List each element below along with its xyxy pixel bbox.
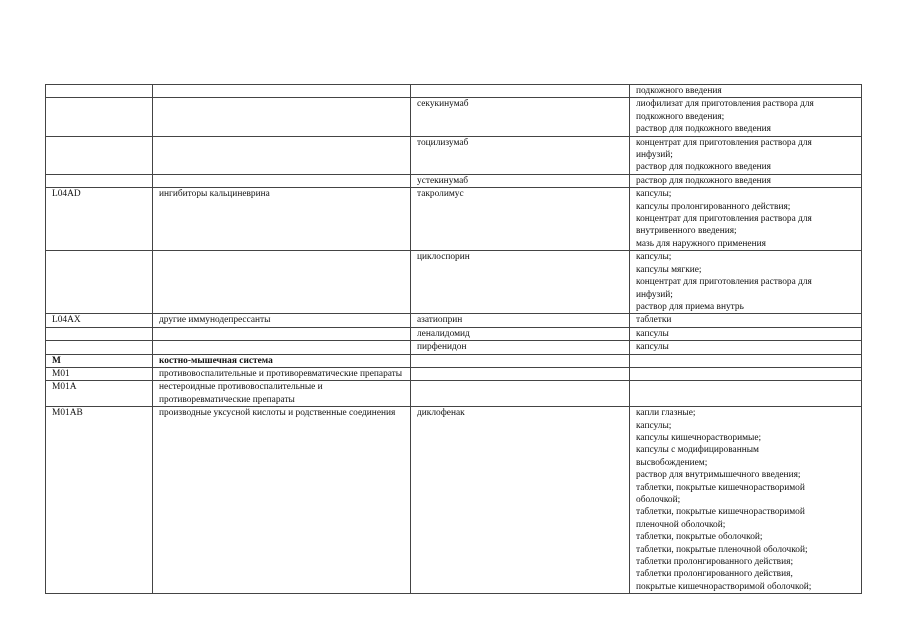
dosage-forms-cell: [630, 174, 862, 187]
dosage-form-line: таблетки: [636, 315, 672, 326]
atc-group-cell: производные уксусной кислоты и родственные соединения: [153, 407, 411, 594]
drug-name-cell: секукинумаб: [411, 98, 630, 136]
dosage-forms-cell: [630, 136, 862, 174]
drug-name-cell: устекинумаб: [411, 174, 630, 187]
drug-name-cell: азатиоприн: [411, 314, 630, 327]
dosage-form-line: таблетки, покрытые кишечнорастворимой: [636, 507, 805, 518]
drug-name-cell: циклоспорин: [411, 251, 630, 314]
table-row: [46, 327, 862, 340]
dosage-form-line: таблетки пролонгированного действия,: [636, 569, 793, 580]
dosage-form-line: капсулы;: [636, 420, 672, 431]
atc-group-cell: костно-мышечная система: [153, 354, 411, 367]
atc-code-cell: [46, 327, 153, 340]
dosage-forms-cell: [630, 354, 862, 367]
atc-group-cell: другие иммунодепрессанты: [153, 314, 411, 327]
dosage-form-line: раствор для подкожного введения: [636, 162, 771, 173]
atc-code-cell: L04AD: [46, 188, 153, 251]
atc-code-cell: M01AB: [46, 407, 153, 594]
table-row: [46, 367, 862, 380]
atc-code-cell: M: [46, 354, 153, 367]
atc-code-cell: M01: [46, 367, 153, 380]
table-row: [46, 341, 862, 354]
atc-code-cell: [46, 98, 153, 136]
dosage-forms-cell: [630, 188, 862, 251]
dosage-forms-cell: [630, 381, 862, 407]
dosage-form-line: раствор для внутримышечного введения;: [636, 470, 801, 481]
atc-code-cell: [46, 136, 153, 174]
dosage-forms-cell: [630, 407, 862, 594]
drug-name-cell: диклофенак: [411, 407, 630, 594]
atc-group-cell: противовоспалительные и противоревматические препараты: [153, 367, 411, 380]
table-row: [46, 251, 862, 314]
dosage-form-line: покрытые кишечнорастворимой оболочкой;: [636, 581, 812, 592]
atc-group-cell: [153, 327, 411, 340]
drug-table: [45, 84, 862, 594]
dosage-form-line: капсулы пролонгированного действия;: [636, 201, 791, 212]
atc-code-cell: L04AX: [46, 314, 153, 327]
atc-group-cell: [153, 98, 411, 136]
dosage-form-line: капсулы: [636, 328, 669, 339]
dosage-form-line: инфузий;: [636, 289, 673, 300]
dosage-forms-cell: [630, 327, 862, 340]
atc-group-cell: [153, 341, 411, 354]
dosage-forms-cell: [630, 341, 862, 354]
drug-name-cell: такролимус: [411, 188, 630, 251]
atc-group-cell: [153, 85, 411, 98]
dosage-forms-cell: [630, 85, 862, 98]
dosage-form-line: раствор для приема внутрь: [636, 301, 744, 312]
dosage-forms-cell: [630, 367, 862, 380]
drug-name-cell: [411, 381, 630, 407]
dosage-forms-cell: [630, 251, 862, 314]
dosage-forms-cell: [630, 98, 862, 136]
atc-code-cell: [46, 85, 153, 98]
dosage-form-line: подкожного введения;: [636, 111, 725, 122]
table-row: [46, 98, 862, 136]
atc-code-cell: [46, 341, 153, 354]
dosage-form-line: раствор для подкожного введения: [636, 175, 771, 186]
dosage-forms-cell: [630, 314, 862, 327]
atc-code-cell: [46, 174, 153, 187]
table-row: [46, 314, 862, 327]
dosage-form-line: концентрат для приготовления раствора для: [636, 277, 812, 288]
dosage-form-line: капсулы кишечнорастворимые;: [636, 432, 762, 443]
dosage-form-line: мазь для наружного применения: [636, 238, 766, 249]
atc-group-cell: [153, 136, 411, 174]
table-row: [46, 407, 862, 594]
dosage-form-line: инфузий;: [636, 150, 673, 161]
drug-name-cell: тоцилизумаб: [411, 136, 630, 174]
atc-group-cell: [153, 174, 411, 187]
dosage-form-line: подкожного введения: [636, 86, 722, 96]
atc-group-cell: нестероидные противовоспалительные и противоревматические препараты: [153, 381, 411, 407]
dosage-form-line: концентрат для приготовления раствора для: [636, 137, 812, 148]
drug-name-cell: [411, 367, 630, 380]
dosage-form-line: пленочной оболочкой;: [636, 519, 726, 530]
dosage-form-line: таблетки, покрытые оболочкой;: [636, 532, 763, 543]
dosage-form-line: оболочкой;: [636, 495, 681, 505]
dosage-form-line: таблетки, покрытые пленочной оболочкой;: [636, 544, 808, 555]
table-row: [46, 188, 862, 251]
dosage-form-line: капсулы с модифицированным: [636, 445, 759, 456]
table-row: [46, 174, 862, 187]
drug-name-cell: леналидомид: [411, 327, 630, 340]
dosage-form-line: капсулы;: [636, 189, 672, 200]
dosage-form-line: капсулы: [636, 342, 669, 353]
drug-table-body: [46, 85, 862, 594]
table-row: [46, 381, 862, 407]
dosage-form-line: раствор для подкожного введения: [636, 124, 771, 135]
table-row: [46, 354, 862, 367]
atc-code-cell: [46, 251, 153, 314]
dosage-form-line: внутривенного введения;: [636, 226, 737, 237]
drug-name-cell: [411, 354, 630, 367]
atc-group-cell: ингибиторы кальциневрина: [153, 188, 411, 251]
table-row: [46, 136, 862, 174]
table-row: [46, 85, 862, 98]
drug-name-cell: [411, 85, 630, 98]
dosage-form-line: таблетки, покрытые кишечнорастворимой: [636, 482, 805, 493]
dosage-form-line: лиофилизат для приготовления раствора для: [636, 99, 814, 110]
dosage-form-line: капсулы мягкие;: [636, 264, 702, 275]
dosage-form-line: капсулы;: [636, 252, 672, 263]
atc-group-cell: [153, 251, 411, 314]
dosage-form-line: таблетки пролонгированного действия;: [636, 557, 794, 568]
dosage-form-line: высвобождением;: [636, 457, 708, 468]
atc-code-cell: M01A: [46, 381, 153, 407]
dosage-form-line: капли глазные;: [636, 408, 696, 419]
dosage-form-line: концентрат для приготовления раствора для: [636, 214, 812, 225]
drug-name-cell: пирфенидон: [411, 341, 630, 354]
